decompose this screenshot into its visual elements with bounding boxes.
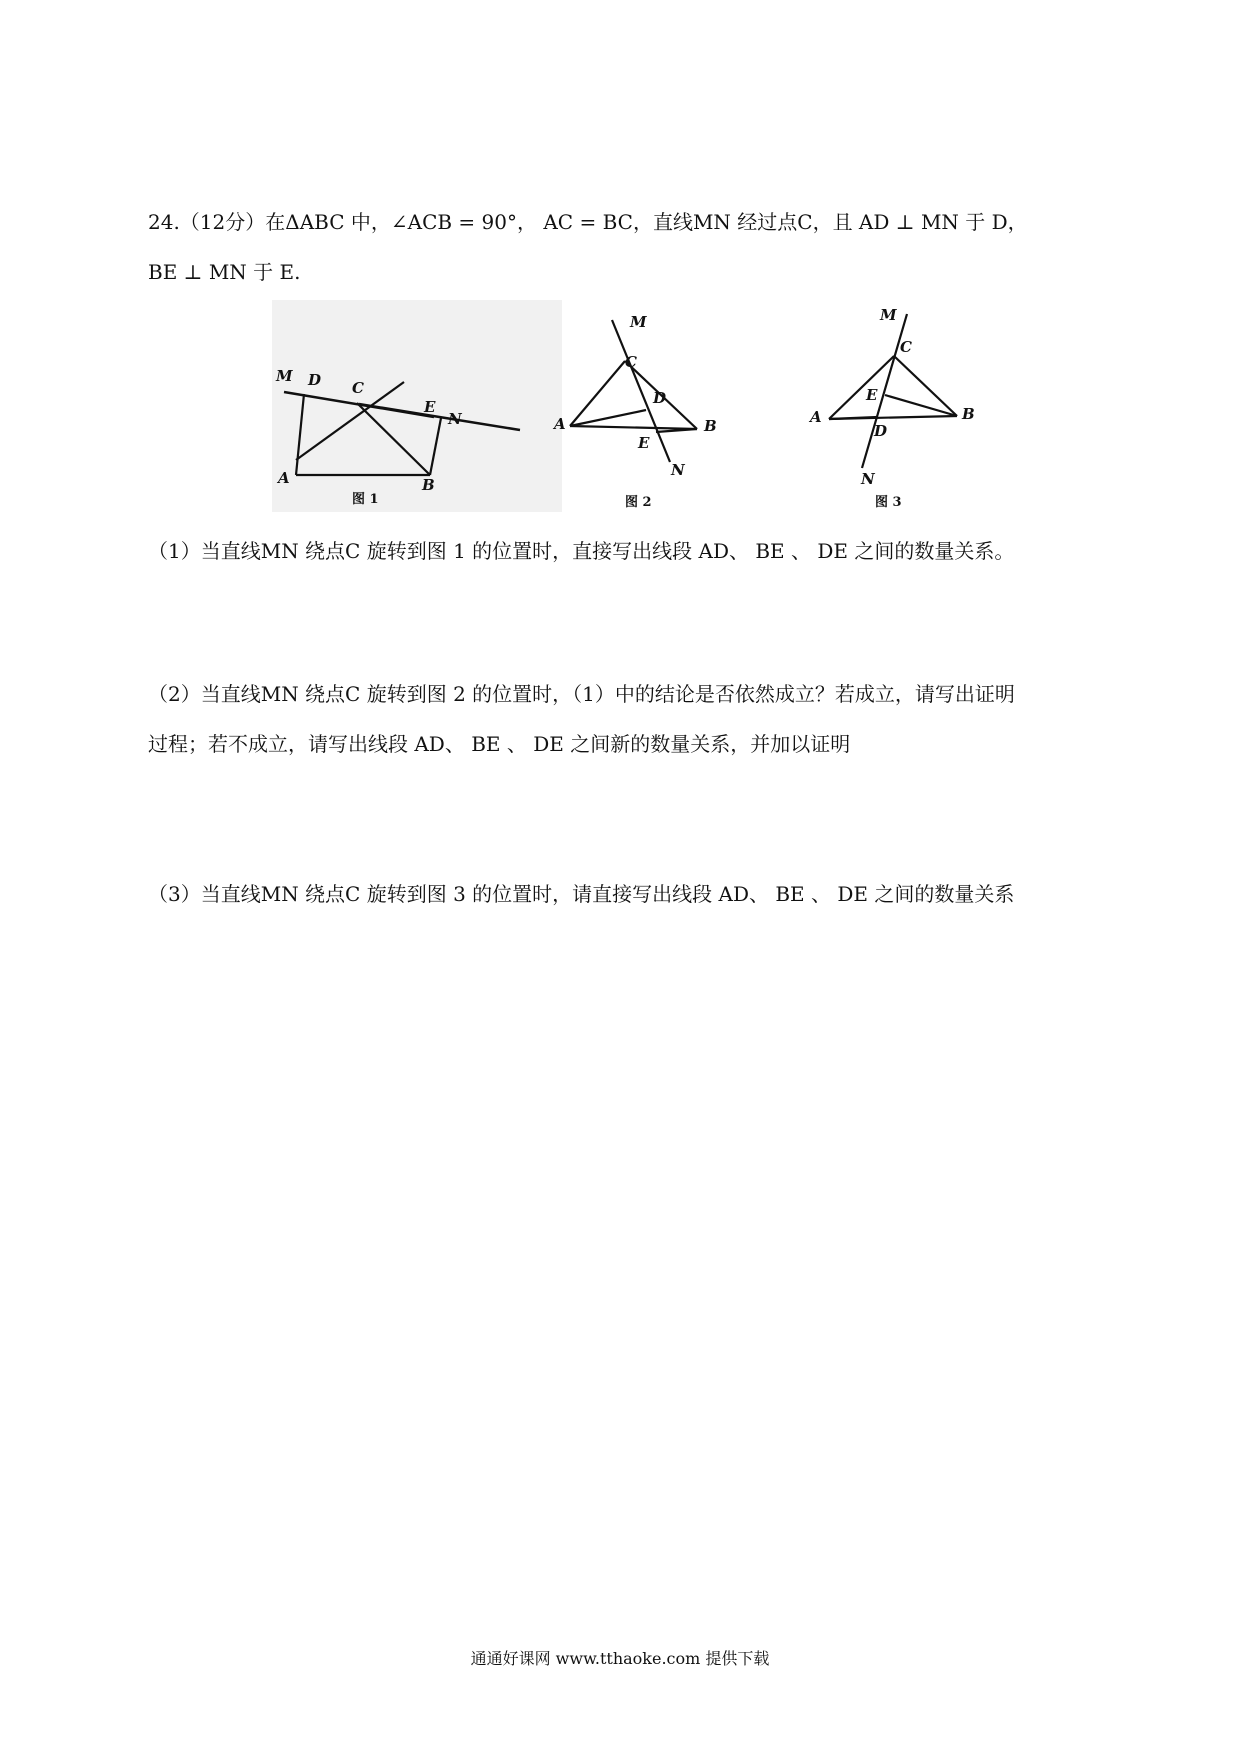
- sub-question-2-line-2: 过程；若不成立，请写出线段 AD、 BE 、 DE 之间新的数量关系，并加以证明: [148, 732, 851, 756]
- label-b: B: [962, 405, 975, 423]
- figure-3-diagram: [800, 300, 990, 515]
- figure-1-caption: 图 1: [352, 492, 379, 507]
- label-c: C: [900, 338, 912, 356]
- label-m: M: [880, 306, 897, 324]
- sub-question-1: （1）当直线MN 绕点C 旋转到图 1 的位置时，直接写出线段 AD、 BE 、 DE 之间的数量关系。: [148, 539, 1015, 563]
- segment-ab: [570, 426, 697, 429]
- figure-2: [550, 305, 740, 515]
- page-footer: 通通好课网 www.tthaoke.com 提供下载: [470, 1649, 770, 1668]
- label-m: M: [630, 313, 647, 331]
- label-a: A: [278, 469, 290, 487]
- label-b: B: [704, 417, 717, 435]
- label-d: D: [653, 389, 667, 407]
- label-n: N: [671, 461, 685, 479]
- label-n: N: [448, 410, 462, 428]
- sub-question-2-line-1: （2）当直线MN 绕点C 旋转到图 2 的位置时，（1）中的结论是否依然成立？若成立，请写出证明: [148, 682, 1015, 706]
- label-n: N: [861, 470, 875, 488]
- label-d: D: [308, 371, 322, 389]
- figure-3-caption: 图 3: [875, 495, 902, 510]
- label-e: E: [638, 434, 650, 452]
- figure-1: [272, 300, 562, 512]
- figure-2-caption: 图 2: [625, 495, 652, 510]
- label-e: E: [424, 398, 436, 416]
- label-a: A: [810, 408, 822, 426]
- question-stem-line-2: BE ⊥ MN 于 E.: [148, 260, 301, 284]
- label-e: E: [866, 386, 878, 404]
- label-a: A: [554, 415, 566, 433]
- label-c: C: [352, 379, 364, 397]
- figure-1-background: [272, 300, 562, 512]
- figure-1-diagram: [272, 300, 562, 512]
- sub-question-3: （3）当直线MN 绕点C 旋转到图 3 的位置时，请直接写出线段 AD、 BE 、 DE 之间的数量关系: [148, 882, 1015, 906]
- label-d: D: [874, 422, 888, 440]
- label-c: C: [625, 353, 637, 371]
- figure-2-diagram: [550, 305, 740, 515]
- segment-be: [656, 429, 697, 432]
- label-m: M: [276, 367, 293, 385]
- segment-ac: [829, 356, 894, 419]
- question-stem-line-1: 24.（12分）在ΔABC 中，∠ACB = 90°， AC = BC，直线MN 经过点C，且 AD ⊥ MN 于 D，: [148, 210, 1028, 234]
- figure-3: [800, 300, 990, 515]
- label-b: B: [422, 476, 435, 494]
